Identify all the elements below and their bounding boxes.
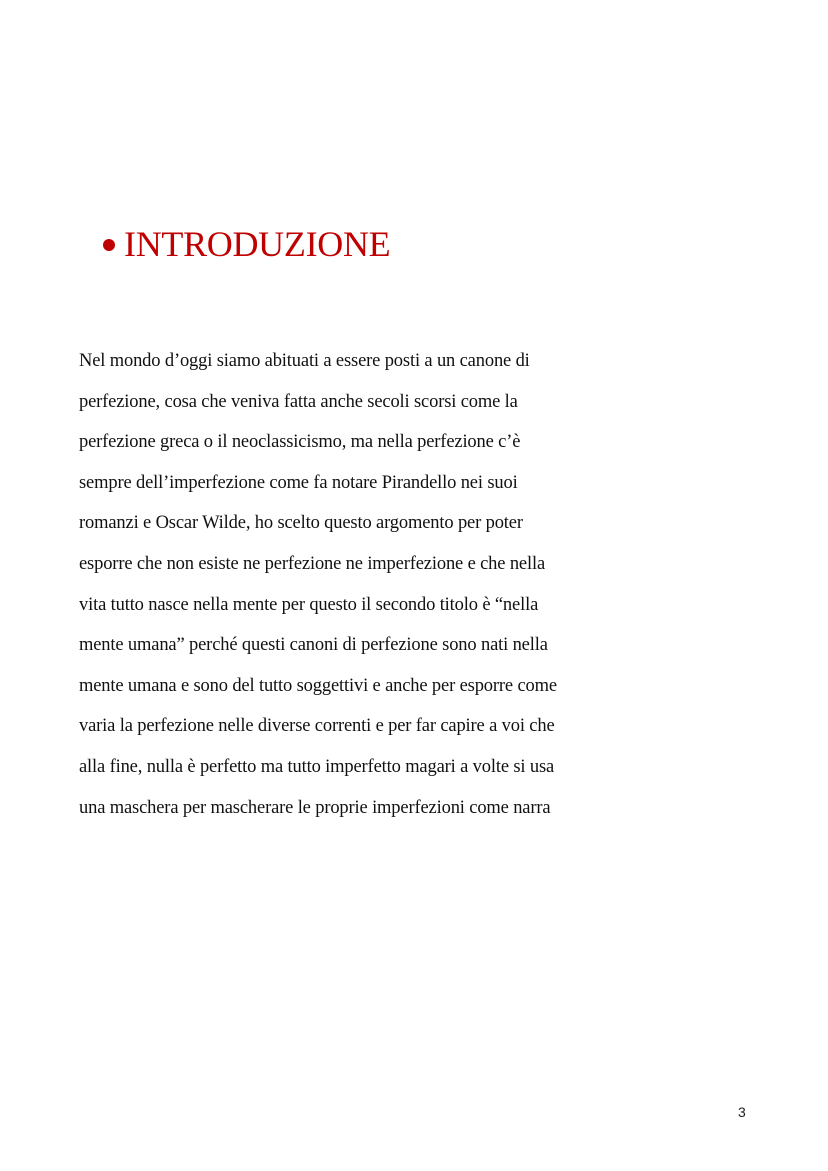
paragraph-line: sempre dell’imperfezione come fa notare Pirandello nei suoi: [79, 472, 518, 493]
paragraph-line: una maschera per mascherare le proprie imperfezioni come narra: [79, 797, 551, 818]
paragraph-line: perfezione greca o il neoclassicismo, ma nella perfezione c’è: [79, 432, 521, 453]
paragraph-line: perfezione, cosa che veniva fatta anche secoli scorsi come la: [79, 391, 518, 412]
intro-paragraph: [79, 341, 639, 828]
paragraph-line: mente umana” perché questi canoni di perfezione sono nati nella: [79, 635, 548, 656]
paragraph-line: alla fine, nulla è perfetto ma tutto imperfetto magari a volte si usa: [79, 756, 555, 777]
page-number: 3: [738, 1104, 746, 1120]
paragraph-line: romanzi e Oscar Wilde, ho scelto questo argomento per poter: [79, 513, 523, 534]
paragraph-line: mente umana e sono del tutto soggettivi e anche per esporre come: [79, 675, 557, 696]
paragraph-line: Nel mondo d’oggi siamo abituati a essere posti a un canone di: [79, 351, 530, 371]
section-heading: [103, 222, 390, 266]
paragraph-line: varia la perfezione nelle diverse correnti e per far capire a voi che: [79, 716, 555, 737]
heading-text: INTRODUZIONE: [124, 224, 391, 264]
bullet-icon: [103, 239, 115, 251]
paragraph-line: vita tutto nasce nella mente per questo il secondo titolo è “nella: [79, 594, 539, 615]
paragraph-line: esporre che non esiste ne perfezione ne imperfezione e che nella: [79, 553, 546, 574]
